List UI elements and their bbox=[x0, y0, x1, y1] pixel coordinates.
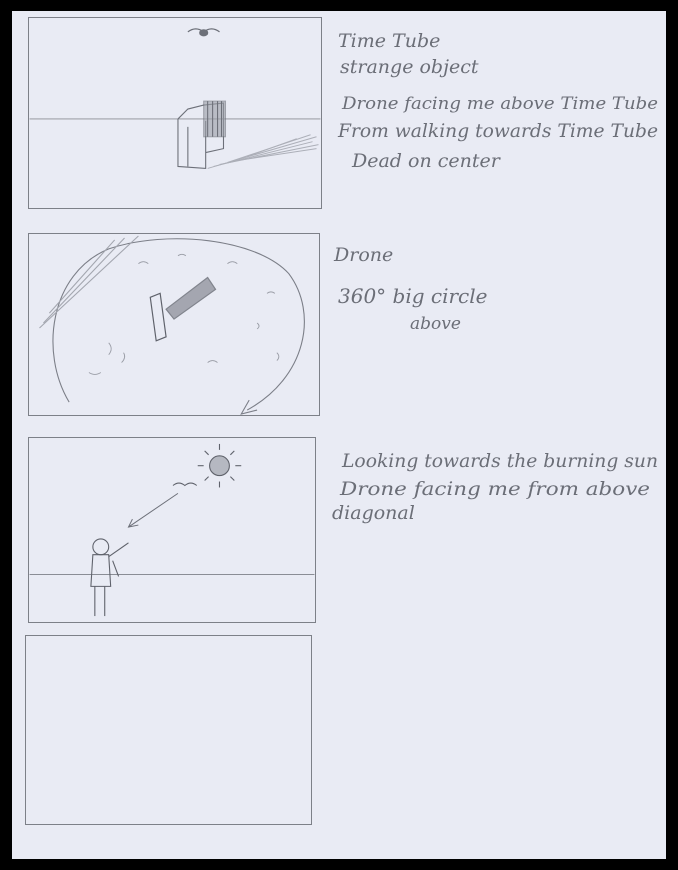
person-sketch bbox=[91, 539, 129, 616]
note-drone-facing-me: Drone facing me from above bbox=[338, 478, 650, 500]
note-360-big-circle: 360° big circle bbox=[338, 284, 488, 308]
note-title-time-tube: Time Tube bbox=[338, 30, 441, 52]
note-drone: Drone bbox=[334, 244, 394, 266]
note-walking-towards: From walking towards Time Tube bbox=[337, 120, 658, 142]
note-above: above bbox=[410, 314, 461, 334]
storyboard-panel-4 bbox=[25, 635, 312, 825]
note-dead-center: Dead on center bbox=[352, 150, 500, 172]
note-strange-object: strange object bbox=[340, 56, 479, 78]
note-burning-sun: Looking towards the burning sun bbox=[341, 450, 658, 472]
panel-3-notes bbox=[12, 11, 666, 535]
note-drone-facing: Drone facing me above Time Tube bbox=[340, 94, 658, 114]
note-diagonal: diagonal bbox=[332, 502, 415, 524]
storyboard-sheet bbox=[12, 11, 666, 859]
